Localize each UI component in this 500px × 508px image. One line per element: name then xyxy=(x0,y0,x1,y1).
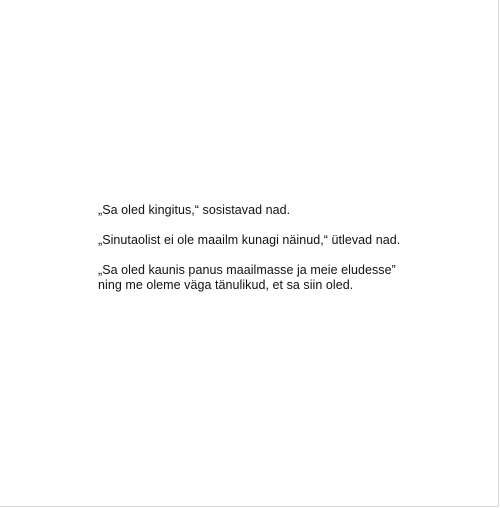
paragraph-line: „Sinutaolist ei ole maailm kunagi näinud,“ ütlevad nad. xyxy=(98,233,401,247)
paragraph-line: ning me oleme väga tänulikud, et sa siin oled. xyxy=(98,278,354,292)
paragraph-line: „Sa oled kaunis panus maailmasse ja meie eludesse” xyxy=(98,263,396,277)
paragraph-3 xyxy=(98,263,400,293)
text-block xyxy=(98,203,400,293)
paragraph-line: „Sa oled kingitus,“ sosistavad nad. xyxy=(98,203,291,217)
paragraph-2 xyxy=(98,233,400,248)
paragraph-1 xyxy=(98,203,400,218)
